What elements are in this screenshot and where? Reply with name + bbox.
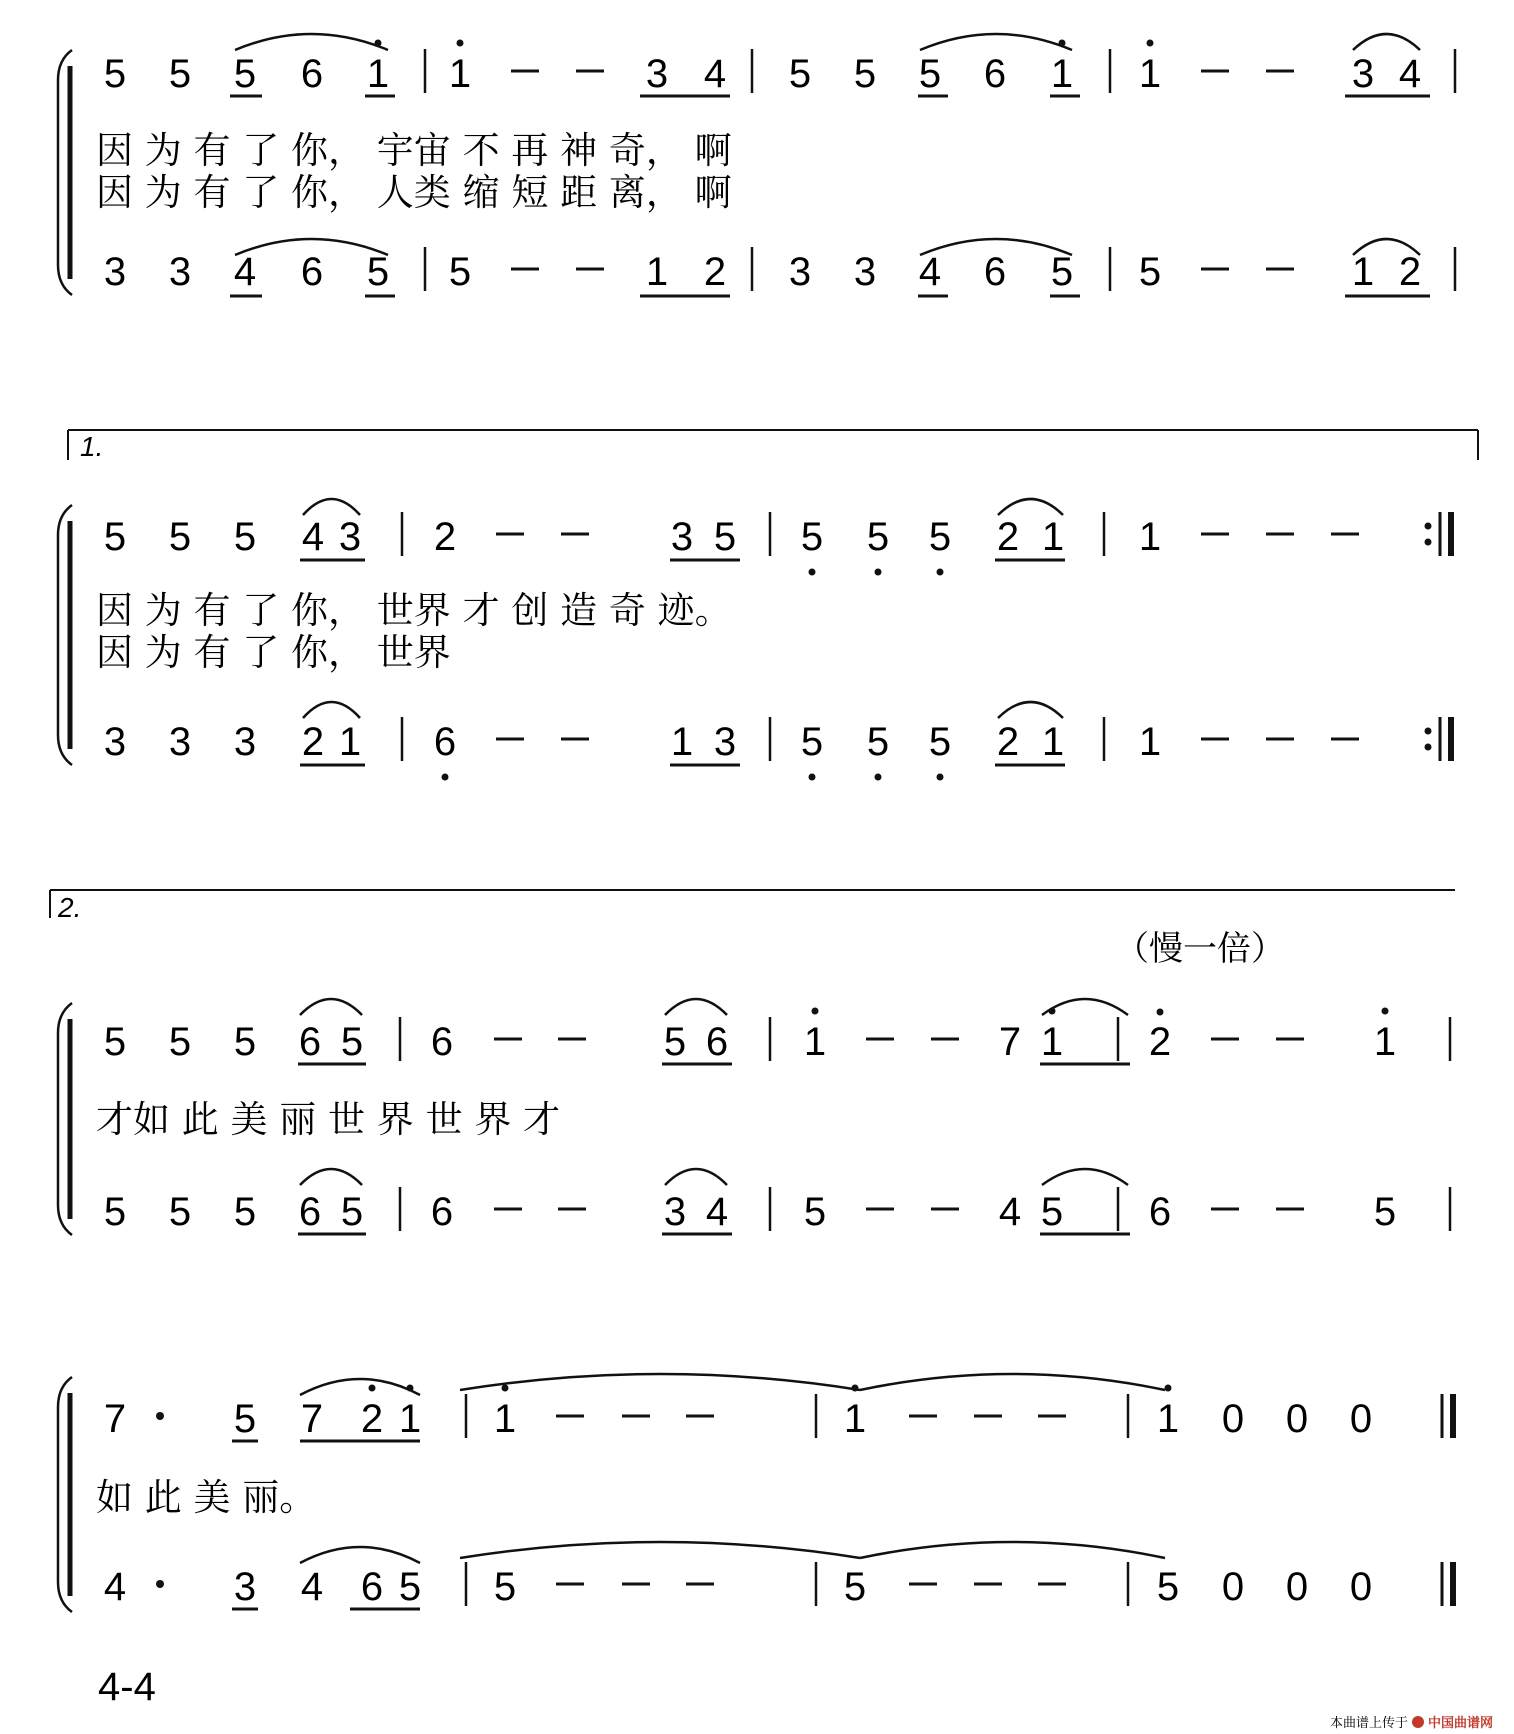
- lower-note: 0: [1349, 1565, 1373, 1609]
- low-octave-dot: [875, 774, 882, 781]
- upper-note: 6: [300, 52, 324, 96]
- upper-note: 5: [713, 515, 737, 559]
- upper-note: 2: [433, 515, 457, 559]
- lyrics-verse-1: 因 为 有 了 你， 宇宙 不 再 神 奇， 啊: [96, 129, 732, 172]
- lower-note: 5: [1050, 250, 1074, 294]
- dot-extension: [156, 1412, 164, 1420]
- slur: [460, 1542, 860, 1558]
- slur: [1353, 34, 1420, 50]
- upper-note: 1: [366, 52, 390, 96]
- lyrics-verse-2: 因 为 有 了 你， 人类 缩 短 距 离， 啊: [96, 171, 732, 214]
- slur: [300, 999, 362, 1015]
- upper-note: 6: [430, 1020, 454, 1064]
- lower-note: 4: [705, 1190, 729, 1234]
- slur: [998, 702, 1063, 718]
- slur: [920, 34, 1072, 50]
- lower-note: 3: [713, 720, 737, 764]
- lower-note: 5: [398, 1565, 422, 1609]
- lower-note: 2: [301, 720, 325, 764]
- lower-note: 5: [340, 1190, 364, 1234]
- lower-note: 2: [703, 250, 727, 294]
- low-octave-dot: [937, 774, 944, 781]
- lower-note: 3: [788, 250, 812, 294]
- lower-note: 3: [168, 720, 192, 764]
- lower-note: 6: [298, 1190, 322, 1234]
- high-octave-dot: [1147, 40, 1154, 47]
- upper-note: 5: [168, 515, 192, 559]
- low-octave-dot: [809, 774, 816, 781]
- lower-note: 1: [1041, 720, 1065, 764]
- lower-note: 5: [843, 1565, 867, 1609]
- upper-note: 2: [996, 515, 1020, 559]
- lower-note: 1: [670, 720, 694, 764]
- lyrics-verse-1: 才如 此 美 丽 世 界 世 界 才: [96, 1098, 561, 1141]
- lower-note: 4: [233, 250, 257, 294]
- upper-note: 6: [983, 52, 1007, 96]
- slur: [300, 1169, 362, 1185]
- upper-note: 5: [233, 1397, 257, 1441]
- upper-note: 5: [853, 52, 877, 96]
- high-octave-dot: [457, 40, 464, 47]
- lyrics-verse-2: 因 为 有 了 你， 世界: [96, 631, 451, 674]
- slur: [860, 1542, 1165, 1558]
- upper-note: 2: [1148, 1020, 1172, 1064]
- upper-note: 3: [338, 515, 362, 559]
- upper-note: 3: [645, 52, 669, 96]
- high-octave-dot: [1165, 1385, 1172, 1392]
- slur: [460, 1374, 860, 1390]
- lower-note: 6: [1148, 1190, 1172, 1234]
- upper-note: 5: [788, 52, 812, 96]
- upper-note: 5: [168, 52, 192, 96]
- upper-note: 4: [703, 52, 727, 96]
- final-barline-thick: [1450, 1562, 1456, 1606]
- low-octave-dot: [875, 569, 882, 576]
- upper-note: 1: [803, 1020, 827, 1064]
- lower-note: 2: [1398, 250, 1422, 294]
- slur: [235, 34, 388, 50]
- repeat-dot: [1425, 744, 1432, 751]
- upper-note: 5: [800, 515, 824, 559]
- lower-note: 5: [168, 1190, 192, 1234]
- volta-second-ending-label: 2.: [58, 892, 82, 923]
- lower-note: 3: [853, 250, 877, 294]
- page-number: 4-4: [98, 1665, 156, 1709]
- lower-note: 5: [803, 1190, 827, 1234]
- lyrics-verse-1: 如 此 美 丽。: [96, 1476, 317, 1519]
- slur: [300, 1379, 420, 1395]
- upper-note: 1: [1050, 52, 1074, 96]
- lower-note: 3: [233, 1565, 257, 1609]
- upper-note: 1: [1373, 1020, 1397, 1064]
- lower-note: 6: [430, 1190, 454, 1234]
- lower-note: 6: [433, 720, 457, 764]
- final-barline-thick: [1450, 1394, 1456, 1438]
- repeat-barline-thick: [1448, 717, 1454, 761]
- lower-note: 1: [1138, 720, 1162, 764]
- lower-note: 3: [168, 250, 192, 294]
- site-logo: [1412, 1715, 1493, 1730]
- score-marks: [50, 34, 1478, 1612]
- lower-note: 5: [1156, 1565, 1180, 1609]
- lower-note: 6: [300, 250, 324, 294]
- upper-note: 5: [928, 515, 952, 559]
- lower-note: 2: [996, 720, 1020, 764]
- high-octave-dot: [502, 1385, 509, 1392]
- lower-note: 5: [233, 1190, 257, 1234]
- slur: [665, 999, 727, 1015]
- upper-note: 5: [340, 1020, 364, 1064]
- high-octave-dot: [812, 1008, 819, 1015]
- upper-note: 5: [168, 1020, 192, 1064]
- lower-note: 0: [1285, 1565, 1309, 1609]
- lower-note: 5: [928, 720, 952, 764]
- upper-note: 1: [448, 52, 472, 96]
- lower-note: 5: [1138, 250, 1162, 294]
- upper-note: 0: [1349, 1397, 1373, 1441]
- low-octave-dot: [442, 774, 449, 781]
- footer-upload-text: 本曲谱上传于: [1330, 1715, 1409, 1730]
- slur: [665, 1169, 727, 1185]
- lower-note: 6: [360, 1565, 384, 1609]
- upper-note: 3: [1351, 52, 1375, 96]
- lower-note: 5: [1373, 1190, 1397, 1234]
- lower-note: 4: [103, 1565, 127, 1609]
- site-logo-text: 中国曲谱网: [1428, 1715, 1494, 1730]
- slur: [300, 1547, 420, 1563]
- upper-note: 0: [1285, 1397, 1309, 1441]
- upper-note: 1: [1138, 515, 1162, 559]
- high-octave-dot: [1382, 1008, 1389, 1015]
- slur: [860, 1374, 1165, 1390]
- upper-note: 7: [300, 1397, 324, 1441]
- lower-note: 3: [103, 720, 127, 764]
- upper-note: 5: [233, 1020, 257, 1064]
- slur: [303, 702, 360, 718]
- lower-note: 5: [493, 1565, 517, 1609]
- tempo-marking: （慢一倍）: [1115, 929, 1285, 969]
- volta-first-ending-label: 1.: [80, 431, 104, 462]
- lower-note: 4: [300, 1565, 324, 1609]
- high-octave-dot: [369, 1385, 376, 1392]
- lower-note: 0: [1221, 1565, 1245, 1609]
- lower-note: 4: [998, 1190, 1022, 1234]
- lower-note: 3: [103, 250, 127, 294]
- upper-note: 7: [998, 1020, 1022, 1064]
- upper-note: 5: [233, 515, 257, 559]
- repeat-dot: [1425, 728, 1432, 735]
- upper-note: 4: [1398, 52, 1422, 96]
- slur: [998, 499, 1063, 515]
- upper-note: 5: [103, 52, 127, 96]
- lower-note: 3: [233, 720, 257, 764]
- upper-note: 1: [493, 1397, 517, 1441]
- upper-note: 7: [103, 1397, 127, 1441]
- repeat-barline-thick: [1448, 512, 1454, 556]
- lower-note: 5: [366, 250, 390, 294]
- high-octave-dot: [1157, 1009, 1164, 1016]
- lower-note: 5: [103, 1190, 127, 1234]
- upper-note: 5: [663, 1020, 687, 1064]
- upper-note: 1: [398, 1397, 422, 1441]
- lyrics-verse-1: 因 为 有 了 你， 世界 才 创 造 奇 迹。: [96, 589, 732, 632]
- upper-note: 3: [670, 515, 694, 559]
- lower-note: 5: [448, 250, 472, 294]
- dot-extension: [156, 1580, 164, 1588]
- low-octave-dot: [937, 569, 944, 576]
- upper-note: 1: [843, 1397, 867, 1441]
- upper-note: 2: [360, 1397, 384, 1441]
- lower-note: 4: [918, 250, 942, 294]
- upper-note: 5: [918, 52, 942, 96]
- upper-note: 0: [1221, 1397, 1245, 1441]
- lower-note: 1: [1351, 250, 1375, 294]
- upper-note: 4: [301, 515, 325, 559]
- upper-note: 1: [1156, 1397, 1180, 1441]
- upper-note: 5: [103, 515, 127, 559]
- slur: [1042, 1169, 1128, 1185]
- low-octave-dot: [809, 569, 816, 576]
- lower-note: 5: [866, 720, 890, 764]
- upper-note: 1: [1041, 515, 1065, 559]
- upper-note: 1: [1138, 52, 1162, 96]
- upper-note: 6: [298, 1020, 322, 1064]
- upper-note: 6: [705, 1020, 729, 1064]
- upper-note: 5: [233, 52, 257, 96]
- upper-note: 5: [103, 1020, 127, 1064]
- upper-note: 1: [1040, 1020, 1064, 1064]
- lower-note: 1: [338, 720, 362, 764]
- lower-note: 6: [983, 250, 1007, 294]
- slur: [303, 499, 360, 515]
- lower-note: 3: [663, 1190, 687, 1234]
- lower-note: 1: [645, 250, 669, 294]
- lower-note: 5: [800, 720, 824, 764]
- repeat-dot: [1425, 539, 1432, 546]
- repeat-dot: [1425, 523, 1432, 530]
- lower-note: 5: [1040, 1190, 1064, 1234]
- upper-note: 5: [866, 515, 890, 559]
